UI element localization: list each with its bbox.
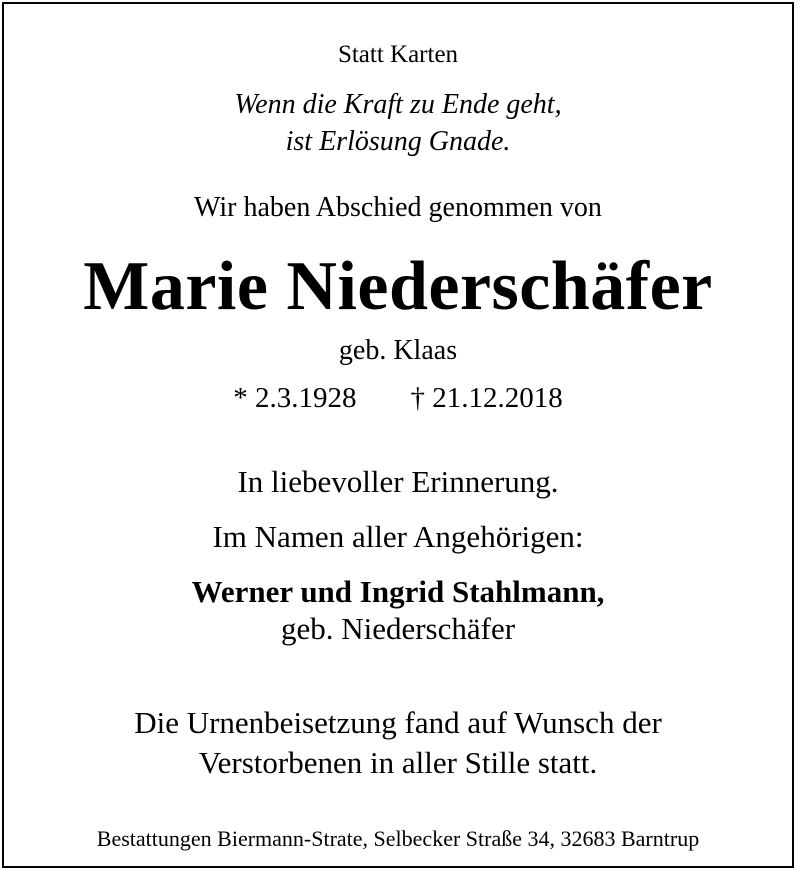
notice-header: Statt Karten — [337, 41, 459, 68]
intro-text: Wir haben Abschied genommen von — [194, 192, 602, 223]
burial-line-2: Verstorbenen in aller Stille statt. — [198, 745, 598, 780]
death-date: † 21.12.2018 — [410, 382, 563, 414]
remembrance-text: In liebevoller Erinnerung. — [237, 464, 559, 499]
birth-date: * 2.3.1928 — [233, 382, 357, 414]
burial-line-1: Die Urnenbeisetzung fand auf Wunsch der — [134, 705, 662, 740]
quote-line-1: Wenn die Kraft zu Ende geht, — [234, 89, 562, 120]
family-names: Werner und Ingrid Stahlmann, — [191, 574, 605, 609]
birth-name: geb. Klaas — [338, 335, 458, 366]
funeral-home-address: Bestattungen Biermann-Strate, Selbecker Straße 34, 32683 Barntrup — [96, 826, 700, 851]
on-behalf-text: Im Namen aller Angehörigen: — [212, 519, 584, 554]
family-birth-name: geb. Niederschäfer — [280, 611, 516, 646]
deceased-name: Marie Niederschäfer — [83, 248, 713, 325]
life-dates — [4, 384, 792, 413]
quote-line-2: ist Erlösung Gnade. — [285, 126, 511, 157]
obituary-notice — [2, 2, 794, 868]
